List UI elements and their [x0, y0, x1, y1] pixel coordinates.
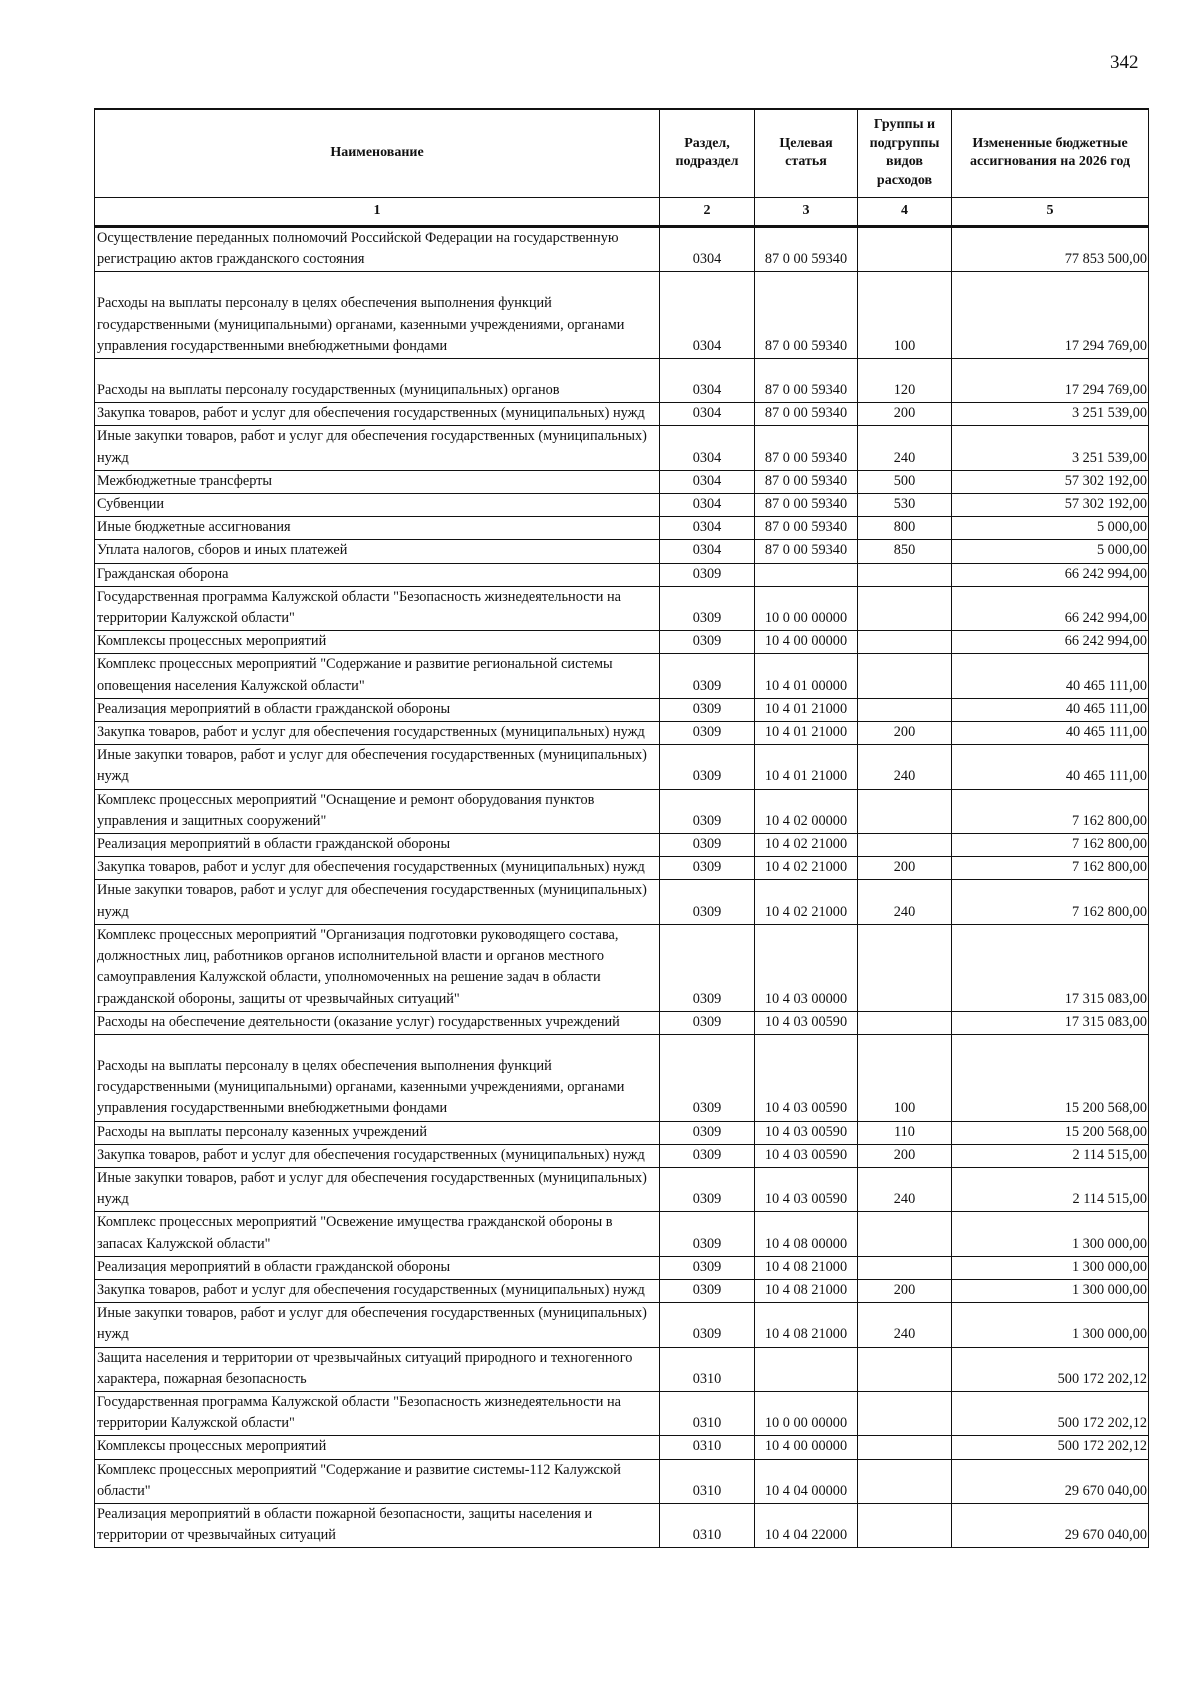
table-row [95, 1436, 1149, 1459]
column-number-5: 5 [952, 198, 1149, 227]
row-section: 0310 [660, 1503, 755, 1547]
row-target-article: 10 4 01 21000 [755, 722, 858, 745]
row-expense-group: 850 [858, 540, 952, 563]
row-expense-group [858, 563, 952, 586]
row-target-article: 10 4 02 21000 [755, 834, 858, 857]
row-section: 0304 [660, 403, 755, 426]
table-row [95, 1347, 1149, 1391]
row-amount: 40 465 111,00 [952, 654, 1149, 698]
row-section: 0309 [660, 1034, 755, 1121]
row-amount: 2 114 515,00 [952, 1144, 1149, 1167]
row-expense-group: 110 [858, 1121, 952, 1144]
table-body [95, 227, 1149, 1548]
row-amount: 3 251 539,00 [952, 403, 1149, 426]
row-section: 0309 [660, 834, 755, 857]
row-target-article: 10 4 03 00590 [755, 1121, 858, 1144]
row-amount: 77 853 500,00 [952, 227, 1149, 272]
table-row [95, 426, 1149, 470]
row-name: Закупка товаров, работ и услуг для обеспечения государственных (муниципальных) нужд [95, 1144, 660, 1167]
row-amount: 500 172 202,12 [952, 1347, 1149, 1391]
row-amount: 1 300 000,00 [952, 1256, 1149, 1279]
row-target-article: 87 0 00 59340 [755, 470, 858, 493]
row-target-article: 87 0 00 59340 [755, 426, 858, 470]
table-row [95, 1279, 1149, 1302]
row-target-article: 10 4 08 21000 [755, 1256, 858, 1279]
row-target-article: 87 0 00 59340 [755, 272, 858, 359]
row-section: 0304 [660, 227, 755, 272]
table-row [95, 540, 1149, 563]
row-section: 0309 [660, 563, 755, 586]
row-target-article: 87 0 00 59340 [755, 540, 858, 563]
row-expense-group [858, 586, 952, 630]
row-name: Иные бюджетные ассигнования [95, 517, 660, 540]
row-target-article: 10 4 01 00000 [755, 654, 858, 698]
row-amount: 17 315 083,00 [952, 1011, 1149, 1034]
table-row [95, 1212, 1149, 1256]
column-number-2: 2 [660, 198, 755, 227]
row-expense-group: 240 [858, 745, 952, 789]
row-expense-group [858, 1436, 952, 1459]
row-section: 0309 [660, 1167, 755, 1211]
row-target-article: 10 4 02 21000 [755, 857, 858, 880]
row-section: 0309 [660, 1303, 755, 1347]
row-name: Иные закупки товаров, работ и услуг для обеспечения государственных (муниципальных) нужд [95, 1303, 660, 1347]
row-section: 0310 [660, 1391, 755, 1435]
row-expense-group [858, 227, 952, 272]
row-name: Иные закупки товаров, работ и услуг для обеспечения государственных (муниципальных) нужд [95, 745, 660, 789]
row-expense-group: 500 [858, 470, 952, 493]
table-row [95, 654, 1149, 698]
row-amount: 66 242 994,00 [952, 631, 1149, 654]
row-name: Закупка товаров, работ и услуг для обеспечения государственных (муниципальных) нужд [95, 403, 660, 426]
table-row [95, 1167, 1149, 1211]
table-row [95, 1034, 1149, 1121]
row-expense-group [858, 1212, 952, 1256]
row-amount: 1 300 000,00 [952, 1303, 1149, 1347]
row-expense-group [858, 654, 952, 698]
row-section: 0309 [660, 722, 755, 745]
row-name: Закупка товаров, работ и услуг для обеспечения государственных (муниципальных) нужд [95, 1279, 660, 1302]
row-name: Защита населения и территории от чрезвычайных ситуаций природного и техногенного характера, пожарная безопасность [95, 1347, 660, 1391]
table-row [95, 745, 1149, 789]
table-row [95, 403, 1149, 426]
row-target-article: 10 4 02 21000 [755, 880, 858, 924]
row-amount: 17 294 769,00 [952, 359, 1149, 403]
table-row [95, 1503, 1149, 1547]
row-target-article: 10 4 08 21000 [755, 1303, 858, 1347]
row-name: Расходы на выплаты персоналу казенных учреждений [95, 1121, 660, 1144]
header-expense-groups: Группы и подгруппы видов расходов [858, 109, 952, 198]
row-section: 0310 [660, 1436, 755, 1459]
row-expense-group [858, 1256, 952, 1279]
row-name: Субвенции [95, 494, 660, 517]
table-row [95, 517, 1149, 540]
row-target-article: 10 4 01 21000 [755, 745, 858, 789]
row-target-article: 10 4 02 00000 [755, 789, 858, 833]
row-expense-group: 800 [858, 517, 952, 540]
row-target-article [755, 1347, 858, 1391]
header-amount: Измененные бюджетные ассигнования на 2026 год [952, 109, 1149, 198]
page-number: 342 [1110, 52, 1139, 73]
table-row [95, 359, 1149, 403]
row-amount: 40 465 111,00 [952, 698, 1149, 721]
row-section: 0309 [660, 745, 755, 789]
row-target-article: 10 0 00 00000 [755, 586, 858, 630]
row-expense-group: 200 [858, 857, 952, 880]
row-expense-group [858, 1347, 952, 1391]
row-name: Закупка товаров, работ и услуг для обеспечения государственных (муниципальных) нужд [95, 857, 660, 880]
row-amount: 29 670 040,00 [952, 1459, 1149, 1503]
table-row [95, 698, 1149, 721]
row-expense-group: 240 [858, 1303, 952, 1347]
row-amount: 57 302 192,00 [952, 494, 1149, 517]
row-target-article: 10 4 00 00000 [755, 1436, 858, 1459]
row-expense-group: 200 [858, 722, 952, 745]
row-expense-group: 200 [858, 1279, 952, 1302]
row-section: 0309 [660, 1256, 755, 1279]
table-row [95, 494, 1149, 517]
row-amount: 500 172 202,12 [952, 1436, 1149, 1459]
row-target-article: 10 4 04 22000 [755, 1503, 858, 1547]
row-target-article: 10 4 03 00590 [755, 1034, 858, 1121]
row-target-article: 10 0 00 00000 [755, 1391, 858, 1435]
row-section: 0309 [660, 789, 755, 833]
row-expense-group [858, 1391, 952, 1435]
row-section: 0304 [660, 494, 755, 517]
row-name: Реализация мероприятий в области гражданской обороны [95, 698, 660, 721]
row-amount: 29 670 040,00 [952, 1503, 1149, 1547]
row-amount: 2 114 515,00 [952, 1167, 1149, 1211]
table-row [95, 880, 1149, 924]
row-section: 0309 [660, 698, 755, 721]
row-amount: 5 000,00 [952, 540, 1149, 563]
row-amount: 500 172 202,12 [952, 1391, 1149, 1435]
row-section: 0309 [660, 631, 755, 654]
table-row [95, 586, 1149, 630]
row-amount: 7 162 800,00 [952, 789, 1149, 833]
table-row [95, 272, 1149, 359]
row-amount: 15 200 568,00 [952, 1034, 1149, 1121]
column-number-1: 1 [95, 198, 660, 227]
row-name: Осуществление переданных полномочий Российской Федерации на государственную регистрацию актов гражданского состояния [95, 227, 660, 272]
row-name: Расходы на обеспечение деятельности (оказание услуг) государственных учреждений [95, 1011, 660, 1034]
row-expense-group: 240 [858, 880, 952, 924]
table-row [95, 834, 1149, 857]
row-amount: 7 162 800,00 [952, 880, 1149, 924]
row-target-article: 10 4 00 00000 [755, 631, 858, 654]
row-name: Иные закупки товаров, работ и услуг для обеспечения государственных (муниципальных) нужд [95, 426, 660, 470]
row-section: 0309 [660, 654, 755, 698]
row-target-article: 10 4 03 00000 [755, 924, 858, 1011]
table-row [95, 722, 1149, 745]
row-name: Комплексы процессных мероприятий [95, 631, 660, 654]
row-expense-group [858, 834, 952, 857]
row-section: 0309 [660, 857, 755, 880]
row-name: Комплекс процессных мероприятий "Оснащение и ремонт оборудования пунктов управления и защитных сооружений" [95, 789, 660, 833]
row-name: Комплекс процессных мероприятий "Организация подготовки руководящего состава, должностных лиц, работников органов исполнительной власти и органов местного самоуправления Калужской области, уполномоченных на решение задач в области гражданской обороны, защиты от чрезвычайных ситуаций" [95, 924, 660, 1011]
row-name: Комплекс процессных мероприятий "Содержание и развитие региональной системы оповещения населения Калужской области" [95, 654, 660, 698]
row-section: 0309 [660, 1011, 755, 1034]
row-target-article: 87 0 00 59340 [755, 494, 858, 517]
row-section: 0304 [660, 540, 755, 563]
row-amount: 66 242 994,00 [952, 563, 1149, 586]
row-expense-group [858, 924, 952, 1011]
row-expense-group [858, 631, 952, 654]
row-section: 0310 [660, 1459, 755, 1503]
table-header [95, 109, 1149, 227]
row-section: 0309 [660, 924, 755, 1011]
row-name: Государственная программа Калужской области "Безопасность жизнедеятельности на территории Калужской области" [95, 1391, 660, 1435]
row-expense-group: 120 [858, 359, 952, 403]
row-amount: 7 162 800,00 [952, 857, 1149, 880]
row-target-article [755, 563, 858, 586]
row-name: Закупка товаров, работ и услуг для обеспечения государственных (муниципальных) нужд [95, 722, 660, 745]
table-row [95, 857, 1149, 880]
row-target-article: 10 4 08 21000 [755, 1279, 858, 1302]
row-target-article: 87 0 00 59340 [755, 227, 858, 272]
row-amount: 1 300 000,00 [952, 1279, 1149, 1302]
table-row [95, 1256, 1149, 1279]
row-name: Межбюджетные трансферты [95, 470, 660, 493]
row-amount: 1 300 000,00 [952, 1212, 1149, 1256]
row-amount: 57 302 192,00 [952, 470, 1149, 493]
table-row [95, 631, 1149, 654]
header-section: Раздел, подраздел [660, 109, 755, 198]
row-expense-group [858, 1503, 952, 1547]
budget-table [94, 108, 1149, 1548]
table-row [95, 227, 1149, 272]
row-target-article: 10 4 08 00000 [755, 1212, 858, 1256]
row-section: 0310 [660, 1347, 755, 1391]
row-expense-group: 530 [858, 494, 952, 517]
table-row [95, 470, 1149, 493]
row-name: Уплата налогов, сборов и иных платежей [95, 540, 660, 563]
row-name: Реализация мероприятий в области гражданской обороны [95, 834, 660, 857]
row-amount: 3 251 539,00 [952, 426, 1149, 470]
row-section: 0304 [660, 272, 755, 359]
row-section: 0309 [660, 1212, 755, 1256]
row-expense-group: 100 [858, 272, 952, 359]
row-amount: 66 242 994,00 [952, 586, 1149, 630]
row-name: Расходы на выплаты персоналу в целях обеспечения выполнения функций государственными (муниципальными) органами, казенными учреждениями, органами управления государственными внебюджетными фондами [95, 272, 660, 359]
row-expense-group [858, 1459, 952, 1503]
row-name: Комплекс процессных мероприятий "Содержание и развитие системы-112 Калужской области" [95, 1459, 660, 1503]
row-section: 0309 [660, 586, 755, 630]
row-target-article: 10 4 03 00590 [755, 1144, 858, 1167]
row-target-article: 10 4 01 21000 [755, 698, 858, 721]
row-section: 0304 [660, 426, 755, 470]
table-row [95, 924, 1149, 1011]
row-amount: 15 200 568,00 [952, 1121, 1149, 1144]
row-name: Гражданская оборона [95, 563, 660, 586]
row-expense-group: 200 [858, 1144, 952, 1167]
row-section: 0309 [660, 1121, 755, 1144]
row-target-article: 87 0 00 59340 [755, 359, 858, 403]
row-amount: 7 162 800,00 [952, 834, 1149, 857]
row-section: 0309 [660, 1279, 755, 1302]
table-row [95, 1121, 1149, 1144]
row-name: Расходы на выплаты персоналу государственных (муниципальных) органов [95, 359, 660, 403]
row-expense-group: 240 [858, 1167, 952, 1211]
row-expense-group: 240 [858, 426, 952, 470]
row-expense-group [858, 1011, 952, 1034]
row-amount: 5 000,00 [952, 517, 1149, 540]
row-amount: 40 465 111,00 [952, 722, 1149, 745]
row-expense-group [858, 789, 952, 833]
table-row [95, 789, 1149, 833]
row-section: 0304 [660, 517, 755, 540]
table-row [95, 1303, 1149, 1347]
row-target-article: 87 0 00 59340 [755, 403, 858, 426]
row-name: Комплекс процессных мероприятий "Освежение имущества гражданской обороны в запасах Калужской области" [95, 1212, 660, 1256]
row-target-article: 87 0 00 59340 [755, 517, 858, 540]
row-amount: 17 315 083,00 [952, 924, 1149, 1011]
row-section: 0309 [660, 880, 755, 924]
row-name: Реализация мероприятий в области пожарной безопасности, защиты населения и территории от чрезвычайных ситуаций [95, 1503, 660, 1547]
row-expense-group: 100 [858, 1034, 952, 1121]
table-row [95, 563, 1149, 586]
row-amount: 17 294 769,00 [952, 272, 1149, 359]
row-target-article: 10 4 03 00590 [755, 1011, 858, 1034]
table-row [95, 1459, 1149, 1503]
row-section: 0304 [660, 359, 755, 403]
row-section: 0304 [660, 470, 755, 493]
row-section: 0309 [660, 1144, 755, 1167]
table-row [95, 1011, 1149, 1034]
row-target-article: 10 4 04 00000 [755, 1459, 858, 1503]
header-target-article: Целевая статья [755, 109, 858, 198]
row-name: Реализация мероприятий в области гражданской обороны [95, 1256, 660, 1279]
row-expense-group [858, 698, 952, 721]
column-number-4: 4 [858, 198, 952, 227]
row-amount: 40 465 111,00 [952, 745, 1149, 789]
table-row [95, 1144, 1149, 1167]
row-name: Расходы на выплаты персоналу в целях обеспечения выполнения функций государственными (муниципальными) органами, казенными учреждениями, органами управления государственными внебюджетными фондами [95, 1034, 660, 1121]
row-name: Государственная программа Калужской области "Безопасность жизнедеятельности на территории Калужской области" [95, 586, 660, 630]
row-name: Иные закупки товаров, работ и услуг для обеспечения государственных (муниципальных) нужд [95, 880, 660, 924]
row-target-article: 10 4 03 00590 [755, 1167, 858, 1211]
table-row [95, 1391, 1149, 1435]
column-number-3: 3 [755, 198, 858, 227]
row-name: Комплексы процессных мероприятий [95, 1436, 660, 1459]
row-expense-group: 200 [858, 403, 952, 426]
header-name: Наименование [95, 109, 660, 198]
row-name: Иные закупки товаров, работ и услуг для обеспечения государственных (муниципальных) нужд [95, 1167, 660, 1211]
